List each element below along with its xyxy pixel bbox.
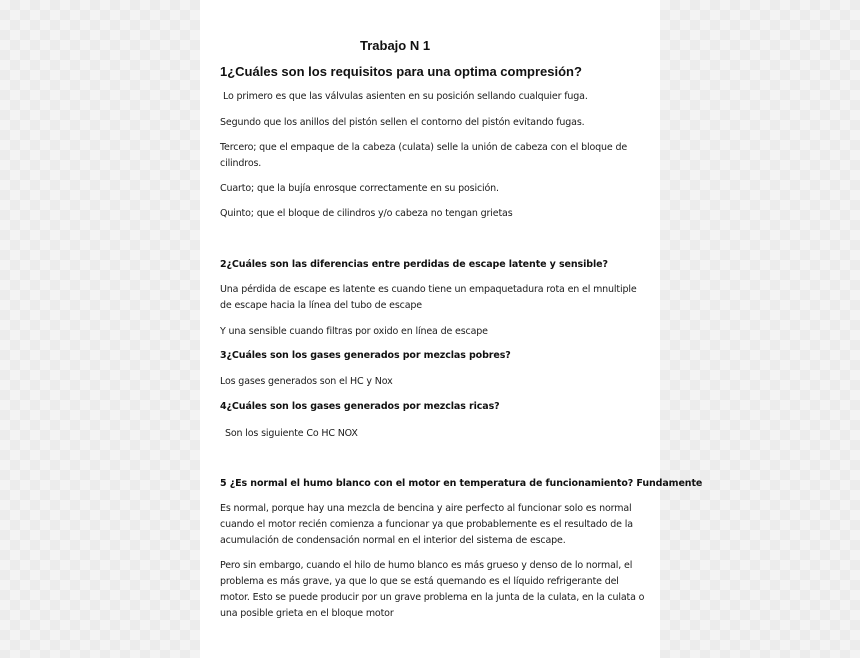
question-4-answer: Son los siguiente Co HC NOX xyxy=(225,428,358,439)
question-2-heading: 2¿Cuáles son las diferencias entre perdidas de escape latente y sensible? xyxy=(220,259,608,270)
document-page xyxy=(200,0,703,658)
right-margin-background xyxy=(660,0,860,658)
question-1-answer-3: Tercero; que el empaque de la cabeza (culata) selle la unión de cabeza con el bloque de cilindros. xyxy=(220,142,628,169)
question-1-heading: 1¿Cuáles son los requisitos para una optima compresión? xyxy=(220,64,582,79)
question-1-answer-5: Quinto; que el bloque de cilindros y/o cabeza no tengan grietas xyxy=(220,208,513,219)
question-4-heading: 4¿Cuáles son los gases generados por mezclas ricas? xyxy=(220,401,500,412)
question-2-answer-2: Y una sensible cuando filtras por oxido en línea de escape xyxy=(220,326,488,337)
question-1-answer-2: Segundo que los anillos del pistón sellen el contorno del pistón evitando fugas. xyxy=(220,117,585,128)
question-5-heading: 5 ¿Es normal el humo blanco con el motor en temperatura de funcionamiento? Fundamente xyxy=(220,478,703,489)
question-1-answer-4: Cuarto; que la bujía enrosque correctamente en su posición. xyxy=(220,183,499,194)
document-title: Trabajo N 1 xyxy=(360,38,431,53)
question-3-heading: 3¿Cuáles son los gases generados por mezclas pobres? xyxy=(220,350,511,361)
question-1-answer-1: Lo primero es que las válvulas asienten en su posición sellando cualquier fuga. xyxy=(223,91,588,102)
question-5-answer-2: Pero sin embargo, cuando el hilo de humo blanco es más grueso y denso de lo normal, el problema es más grave, ya que lo que se está quemando es el líquido refrigerante del motor. Esto se puede producir por un grave problema en la junta de la culata, en la culata o una posible grieta en el bloque motor xyxy=(220,560,645,619)
question-5-answer-1: Es normal, porque hay una mezcla de bencina y aire perfecto al funcionar solo es normal cuando el motor recién comienza a funcionar ya que probablemente es el resultado de la acumulación de condensación normal en el interior del sistema de escape. xyxy=(220,503,633,546)
question-3-answer: Los gases generados son el HC y Nox xyxy=(220,376,393,387)
left-margin-background xyxy=(0,0,200,658)
question-2-answer-1: Una pérdida de escape es latente es cuando tiene un empaquetadura rota en el mnultiple de escape hacia la línea del tubo de escape xyxy=(220,284,637,311)
